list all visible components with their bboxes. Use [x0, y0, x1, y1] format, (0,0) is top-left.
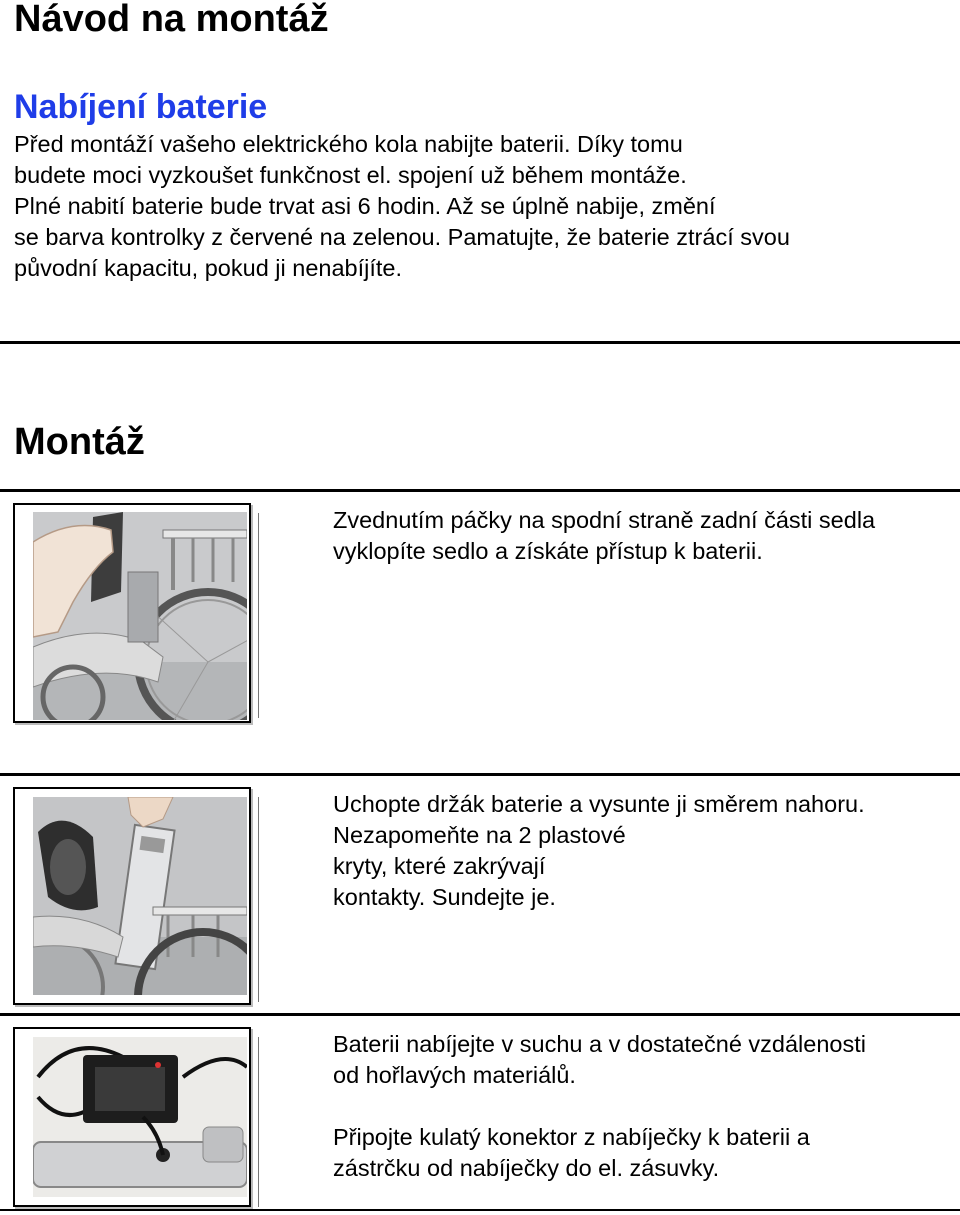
- step-divider: [0, 773, 960, 776]
- step-line: kontakty. Sundejte je.: [333, 884, 556, 910]
- charging-heading: Nabíjení baterie: [14, 88, 268, 126]
- step-line: kryty, které zakrývají: [333, 853, 546, 879]
- charging-paragraph: [14, 129, 944, 284]
- charger-connection-photo: [33, 1037, 247, 1197]
- step-2-photo-frame: [13, 787, 251, 1005]
- step-3-photo-frame: [13, 1027, 251, 1207]
- section-divider: [0, 341, 960, 344]
- step-line: Nezapomeňte na 2 plastové: [333, 822, 626, 848]
- photo-divider: [258, 1037, 259, 1207]
- step-line: [333, 1091, 953, 1122]
- photo-divider: [258, 797, 259, 1002]
- charging-line: Před montáží vašeho elektrického kola nabijte baterii. Díky tomu: [14, 131, 683, 157]
- step-line: Zvednutím páčky na spodní straně zadní části sedla: [333, 507, 876, 533]
- step-divider: [0, 489, 960, 492]
- charging-line: Plné nabití baterie bude trvat asi 6 hodin. Až se úplně nabije, změní: [14, 193, 716, 219]
- battery-removal-photo: [33, 797, 247, 995]
- step-line: Připojte kulatý konektor z nabíječky k baterii a: [333, 1124, 810, 1150]
- step-1-text: [333, 505, 953, 567]
- step-divider: [0, 1209, 960, 1211]
- step-line: Baterii nabíjejte v suchu a v dostatečné vzdálenosti: [333, 1031, 866, 1057]
- page-title: Návod na montáž: [14, 0, 329, 40]
- photo-divider: [258, 513, 259, 718]
- step-divider: [0, 1013, 960, 1016]
- seat-lever-photo: [33, 512, 247, 720]
- assembly-heading: Montáž: [14, 421, 145, 463]
- step-1-photo-frame: [13, 503, 251, 723]
- step-line: zástrčku od nabíječky do el. zásuvky.: [333, 1155, 720, 1181]
- charging-line: se barva kontrolky z červené na zelenou. Pamatujte, že baterie ztrácí svou: [14, 224, 790, 250]
- step-line: od hořlavých materiálů.: [333, 1062, 576, 1088]
- step-3-text: [333, 1029, 953, 1184]
- charging-line: původní kapacitu, pokud ji nenabíjíte.: [14, 255, 403, 281]
- step-line: vyklopíte sedlo a získáte přístup k baterii.: [333, 538, 763, 564]
- step-line: Uchopte držák baterie a vysunte ji směrem nahoru.: [333, 791, 865, 817]
- charging-line: budete moci vyzkoušet funkčnost el. spojení už během montáže.: [14, 162, 687, 188]
- step-2-text: [333, 789, 953, 913]
